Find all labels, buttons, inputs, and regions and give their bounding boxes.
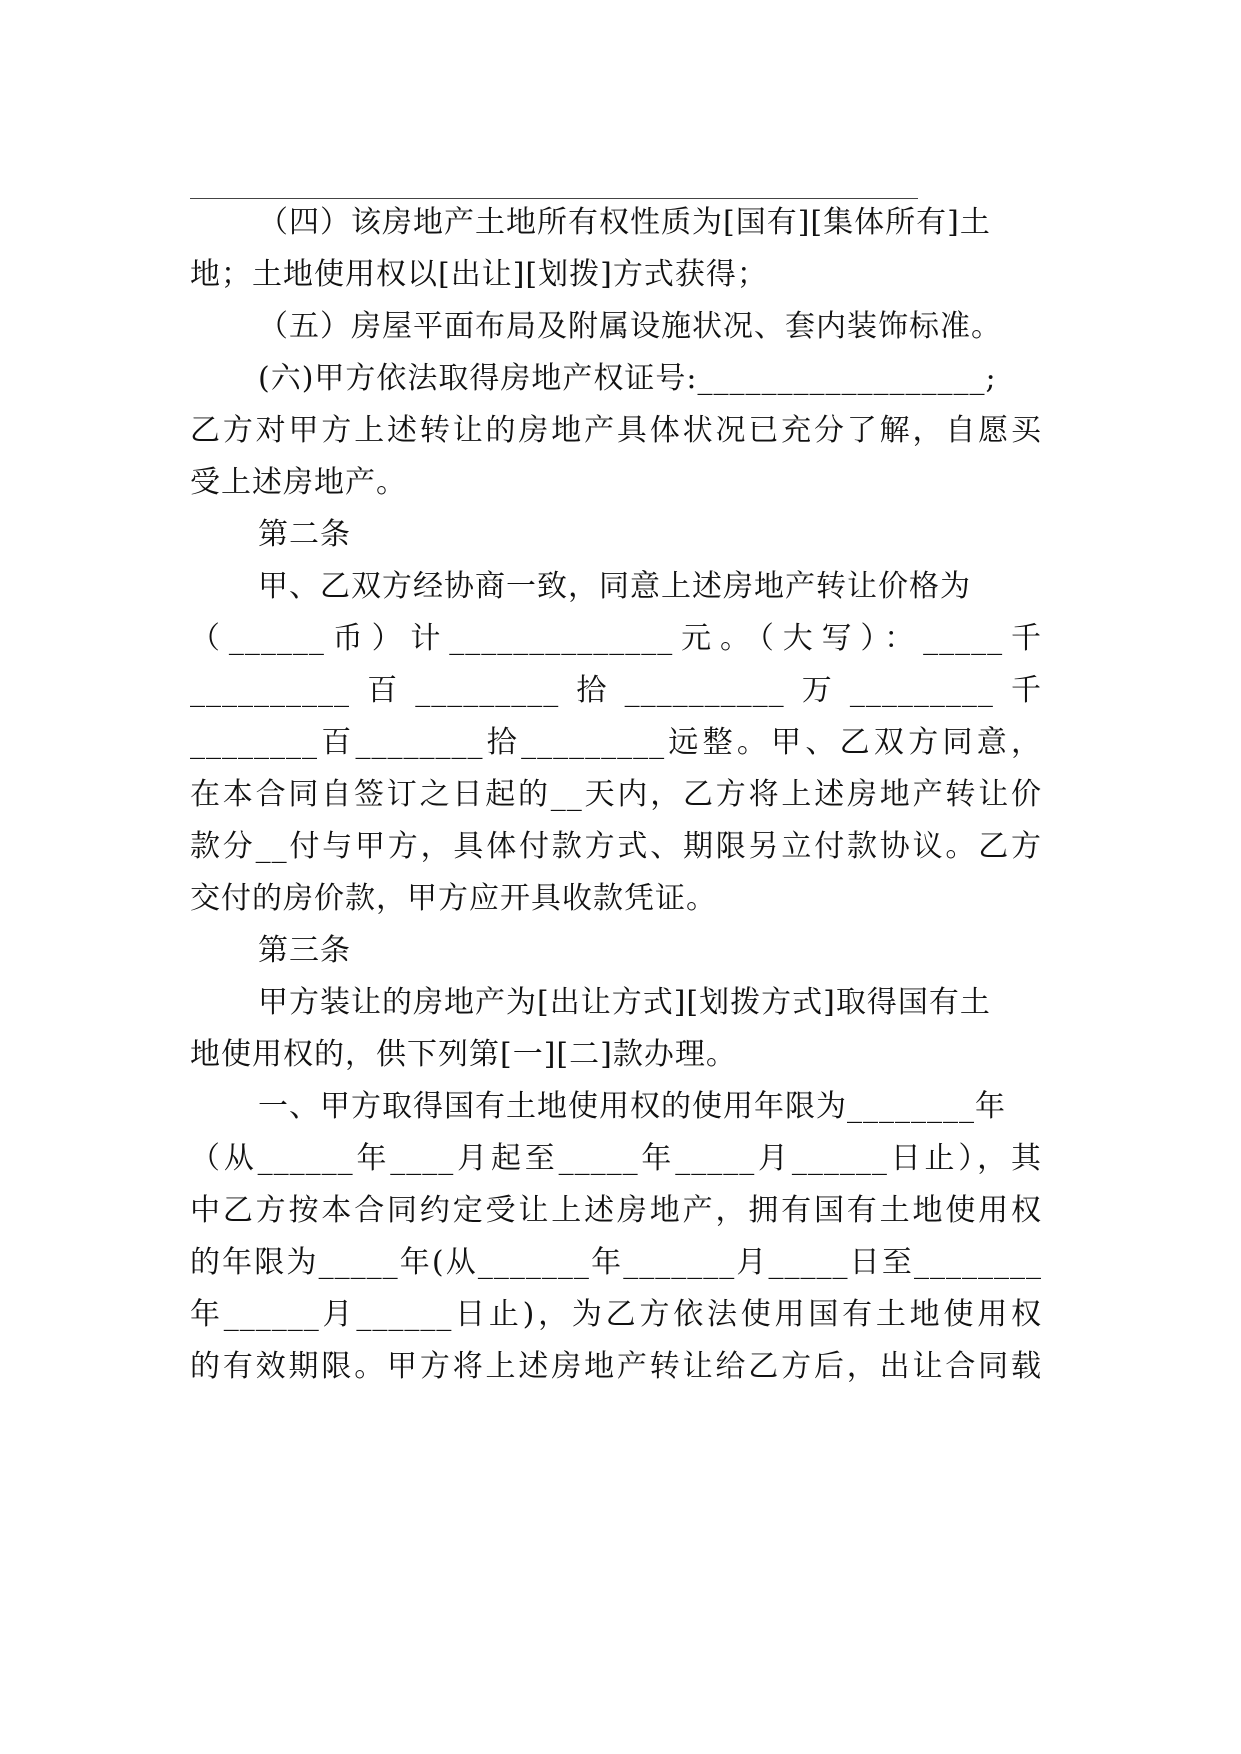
clause-4-line-1: （四）该房地产土地所有权性质为[国有][集体所有]土 [258, 205, 991, 240]
top-divider-line [190, 198, 918, 199]
article-3-line-1: 甲方装让的房地产为[出让方式][划拨方式]取得国有土 [258, 985, 991, 1020]
article-2-line-3: __________百_________拾__________万_________千 [190, 673, 1042, 708]
clause-6-line-1: (六)甲方依法取得房地产权证号:__________________; [258, 361, 997, 396]
article-2-line-7: 交付的房价款，甲方应开具收款凭证。 [190, 881, 717, 916]
article-3-heading: 第三条 [258, 933, 351, 968]
article-2-line-1: 甲、乙双方经协商一致，同意上述房地产转让价格为 [258, 569, 971, 604]
clause-6-line-3: 受上述房地产。 [190, 465, 407, 500]
article-3-item-1-line-5: 年______月______日止)，为乙方依法使用国有土地使用权 [190, 1297, 1042, 1332]
article-3-item-1-line-2: （从______年____月起至_____年_____月______日止），其 [190, 1141, 1042, 1176]
article-2-heading: 第二条 [258, 517, 351, 552]
article-3-item-1-line-4: 的年限为_____年(从_______年_______月_____日至________ [190, 1245, 1042, 1280]
clause-4-line-2: 地；土地使用权以[出让][划拨]方式获得； [190, 257, 768, 292]
article-3-item-1-line-6: 的有效期限。甲方将上述房地产转让给乙方后，出让合同载 [190, 1349, 1042, 1384]
article-2-line-5: 在本合同自签订之日起的__天内，乙方将上述房地产转让价 [190, 777, 1042, 812]
article-3-line-2: 地使用权的，供下列第[一][二]款办理。 [190, 1037, 737, 1072]
clause-6-line-2: 乙方对甲方上述转让的房地产具体状况已充分了解，自愿买 [190, 413, 1042, 448]
article-2-line-6: 款分__付与甲方，具体付款方式、期限另立付款协议。乙方 [190, 829, 1042, 864]
article-2-line-4: ________百________拾_________远整。甲、乙双方同意， [190, 725, 1042, 760]
article-2-line-2: （______币）计______________元。（大写）：_____千 [190, 621, 1042, 656]
article-3-item-1-line-3: 中乙方按本合同约定受让上述房地产，拥有国有土地使用权 [190, 1193, 1042, 1228]
clause-5-line: （五）房屋平面布局及附属设施状况、套内装饰标准。 [258, 309, 1002, 344]
article-3-item-1-line-1: 一、甲方取得国有土地使用权的使用年限为________年 [258, 1089, 1006, 1124]
